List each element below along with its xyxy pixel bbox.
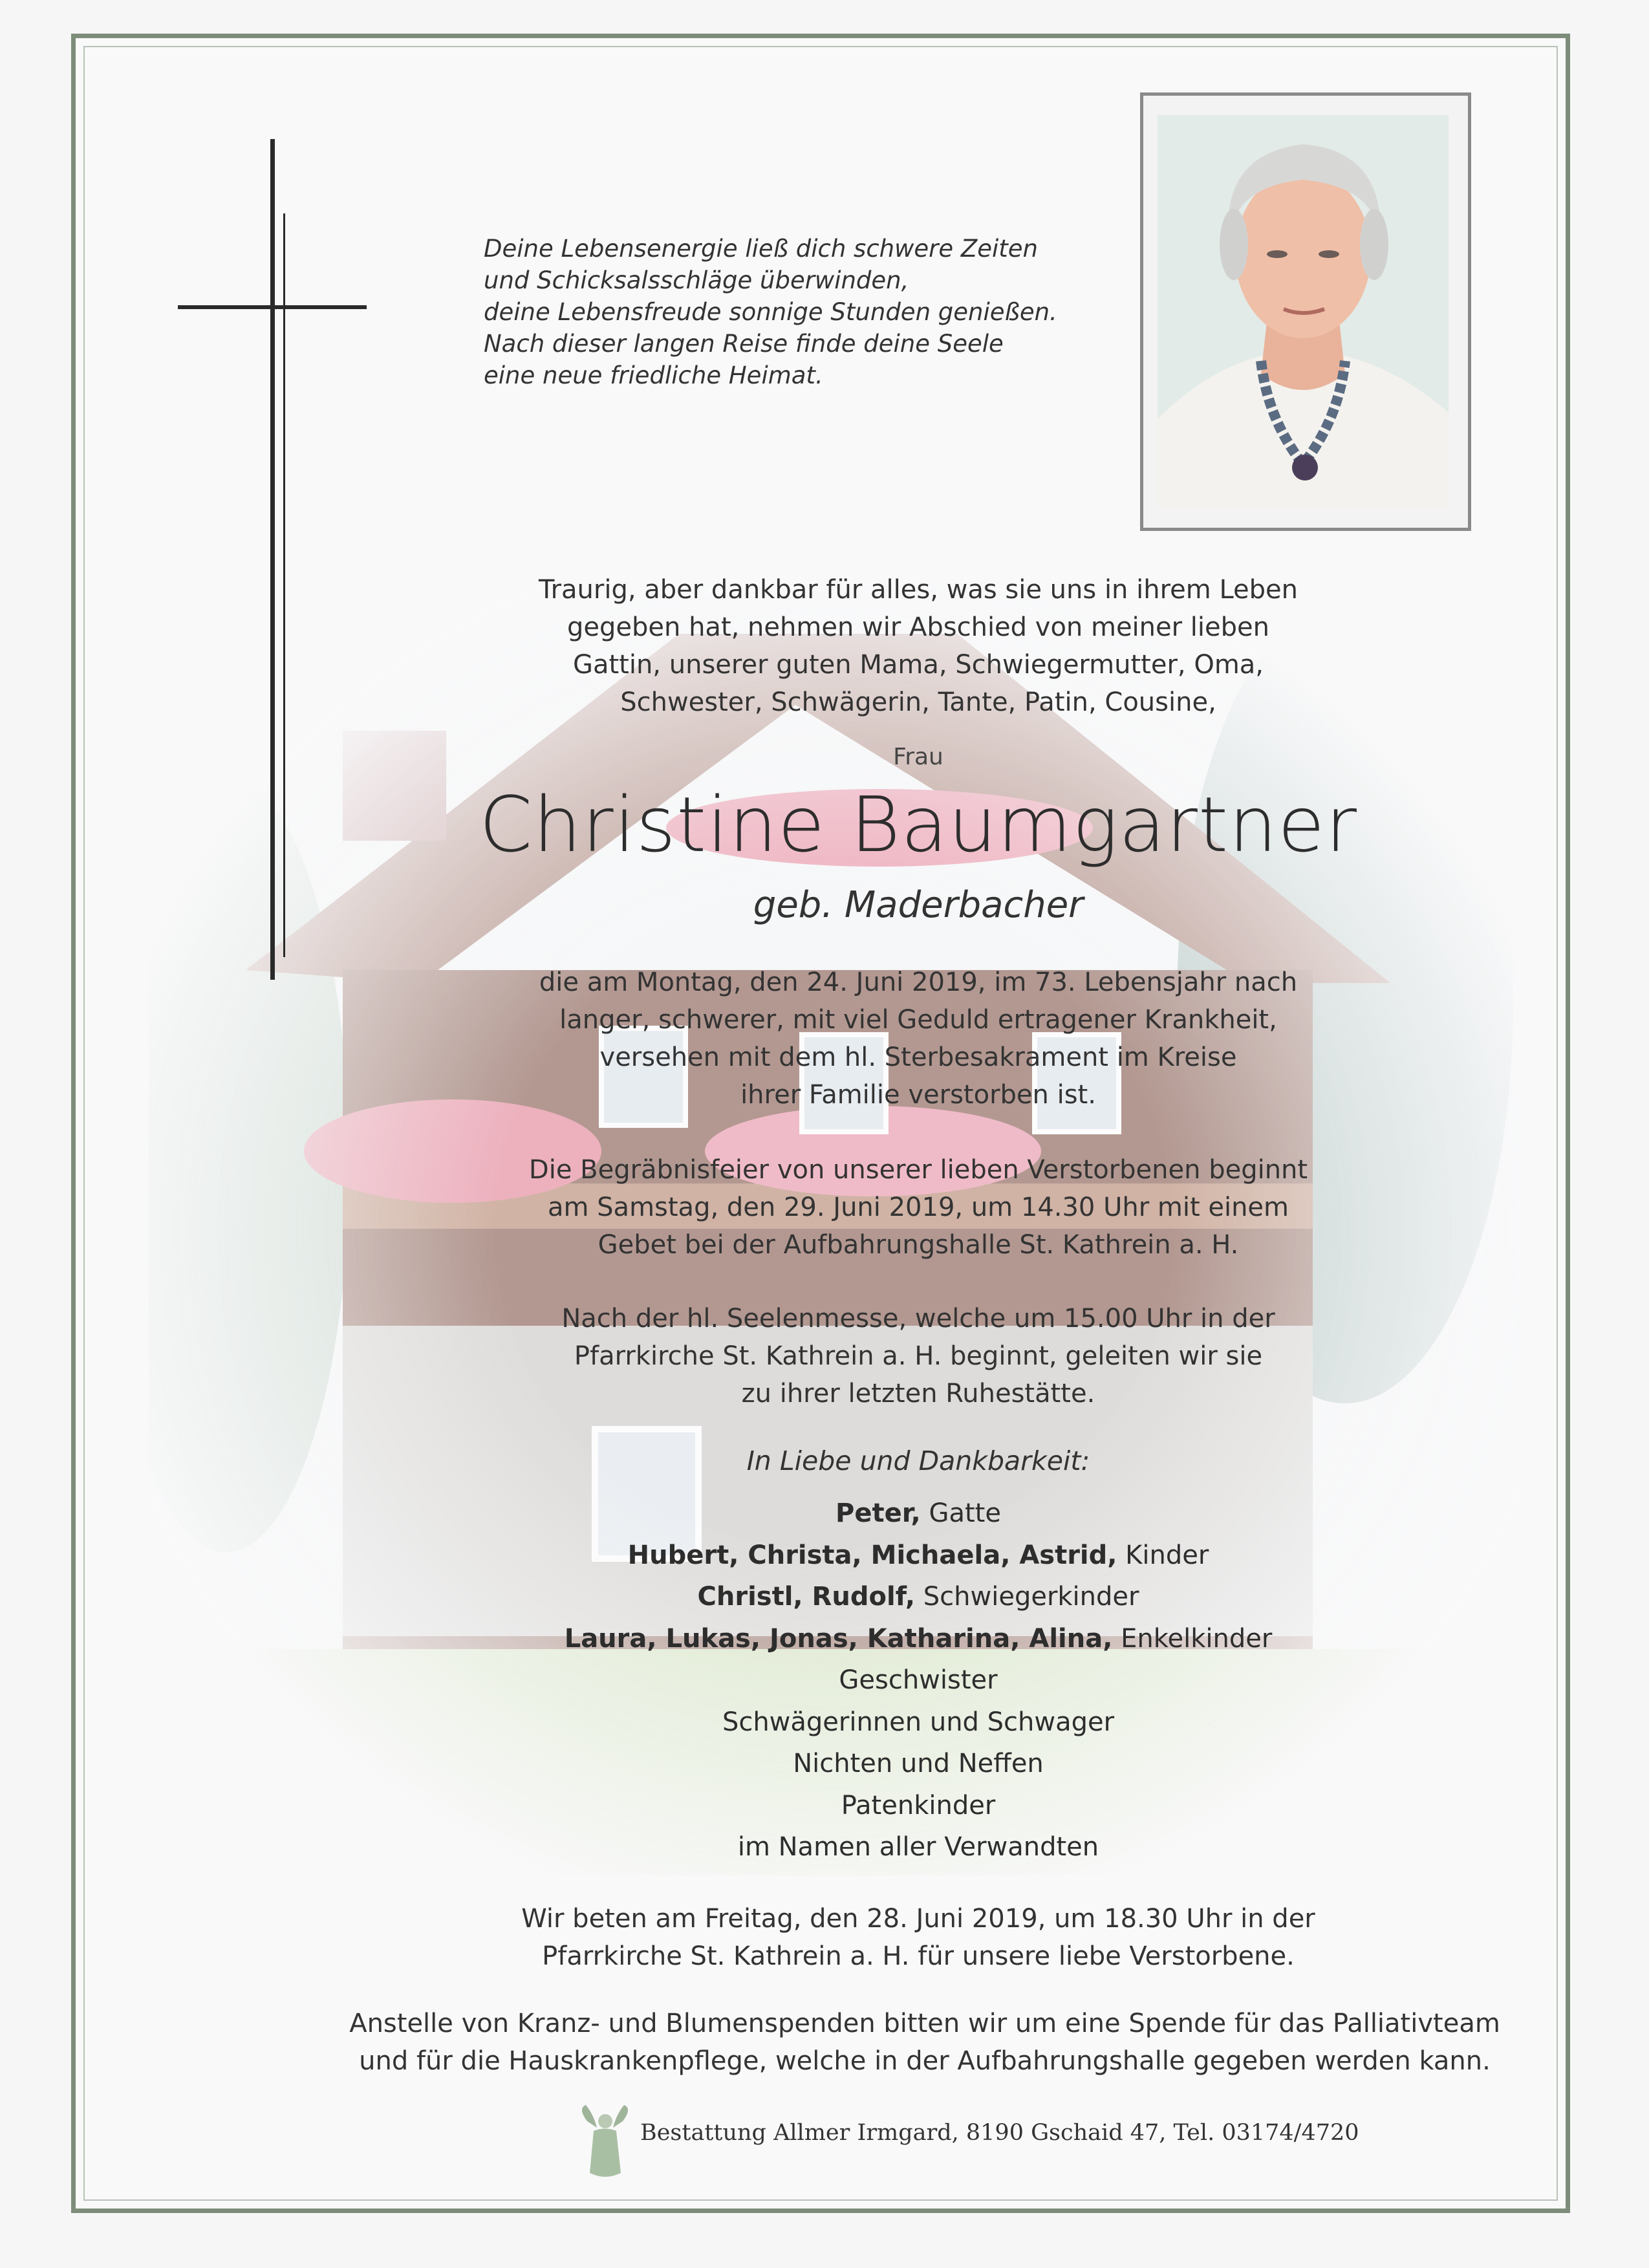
funeral-line: Die Begräbnisfeier von unserer lieben Verstorbenen beginnt (528, 1155, 1308, 1185)
mourner-names: Laura, Lukas, Jonas, Katharina, Alina, (564, 1623, 1113, 1654)
donation-info (336, 2005, 1513, 2080)
intro-text (388, 571, 1449, 721)
death-notice-line: ihrer Familie verstorben ist. (740, 1080, 1096, 1110)
dank-heading: In Liebe und Dankbarkeit: (746, 1445, 1090, 1476)
funeral-home-footer: Bestattung Allmer Irmgard, 8190 Gschaid 47, Tel. 03174/4720 (640, 2120, 1359, 2146)
mourner-names: Peter, (835, 1498, 921, 1528)
poem-line: eine neue friedliche Heimat. (484, 362, 823, 389)
poem-line: Deine Lebensenergie ließ dich schwere Zeiten (484, 235, 1038, 263)
mourner-relation: Nichten und Neffen (793, 1749, 1044, 1778)
prayer-line: Pfarrkirche St. Kathrein a. H. für unsere liebe Verstorbene. (542, 1941, 1295, 1971)
prayer-info (388, 1900, 1449, 1975)
angel-logo-icon (574, 2102, 636, 2183)
cross-vertical-inner-line (283, 213, 285, 957)
portrait-photo (1158, 115, 1449, 508)
intro-line: Schwester, Schwägerin, Tante, Patin, Cousine, (620, 687, 1216, 717)
mourner-relation: Schwiegerkinder (915, 1582, 1139, 1612)
mass-info (388, 1300, 1449, 1412)
mourner-row (388, 1785, 1449, 1827)
memorial-poem (484, 233, 1130, 391)
funeral-line: am Samstag, den 29. Juni 2019, um 14.30 Uhr mit einem (547, 1193, 1289, 1222)
intro-line: Gattin, unserer guten Mama, Schwiegermutter, Oma, (572, 650, 1264, 680)
mourner-row (388, 1618, 1449, 1660)
mourners-list (388, 1493, 1449, 1868)
mourner-row (388, 1535, 1449, 1577)
mourner-relation: im Namen aller Verwandten (737, 1832, 1099, 1862)
intro-line: gegeben hat, nehmen wir Abschied von meiner lieben (567, 612, 1269, 642)
mourner-names: Hubert, Christa, Michaela, Astrid, (627, 1540, 1117, 1570)
maiden-name: geb. Maderbacher (753, 884, 1084, 926)
mourner-row (388, 1576, 1449, 1618)
death-notice-line: langer, schwerer, mit viel Geduld ertragener Krankheit, (559, 1005, 1277, 1035)
cross-horizontal-bar (178, 305, 367, 309)
death-notice (388, 964, 1449, 1114)
mourner-relation: Gatte (920, 1498, 1001, 1528)
poem-line: und Schicksalsschläge überwinden, (484, 266, 909, 294)
mourner-row (388, 1659, 1449, 1701)
mass-line: Pfarrkirche St. Kathrein a. H. beginnt, geleiten wir sie (574, 1341, 1263, 1371)
mass-line: Nach der hl. Seelenmesse, welche um 15.00 Uhr in der (561, 1304, 1275, 1334)
mourner-names: Christl, Rudolf, (697, 1582, 916, 1612)
poem-line: deine Lebensfreude sonnige Stunden genießen. (484, 298, 1057, 326)
mourner-relation: Schwägerinnen und Schwager (722, 1707, 1115, 1737)
intro-line: Traurig, aber dankbar für alles, was sie uns in ihrem Leben (539, 575, 1298, 605)
mourner-relation: Enkelkinder (1112, 1623, 1273, 1654)
salutation: Frau (893, 744, 943, 770)
mourner-row (388, 1493, 1449, 1535)
donation-line: und für die Hauskrankenpflege, welche in der Aufbahrungshalle gegeben werden kann. (359, 2046, 1491, 2076)
mourner-row (388, 1826, 1449, 1868)
mourner-relation: Patenkinder (841, 1790, 996, 1820)
death-notice-line: versehen mit dem hl. Sterbesakrament im Kreise (599, 1042, 1237, 1072)
donation-line: Anstelle von Kranz- und Blumenspenden bitten wir um eine Spende für das Palliativteam (349, 2009, 1500, 2038)
mourner-relation: Kinder (1117, 1540, 1209, 1570)
prayer-line: Wir beten am Freitag, den 28. Juni 2019, um 18.30 Uhr in der (521, 1904, 1315, 1934)
deceased-name: Christine Baumgartner (479, 780, 1357, 869)
mourner-relation: Geschwister (839, 1665, 998, 1695)
funeral-info (388, 1151, 1449, 1264)
cross-vertical-bar (270, 139, 275, 980)
death-notice-line: die am Montag, den 24. Juni 2019, im 73. Lebensjahr nach (539, 967, 1298, 997)
mourner-row (388, 1701, 1449, 1744)
poem-line: Nach dieser langen Reise finde deine Seele (484, 330, 1004, 358)
mourner-row (388, 1743, 1449, 1785)
mass-line: zu ihrer letzten Ruhestätte. (741, 1379, 1095, 1409)
funeral-line: Gebet bei der Aufbahrungshalle St. Kathrein a. H. (598, 1230, 1239, 1260)
